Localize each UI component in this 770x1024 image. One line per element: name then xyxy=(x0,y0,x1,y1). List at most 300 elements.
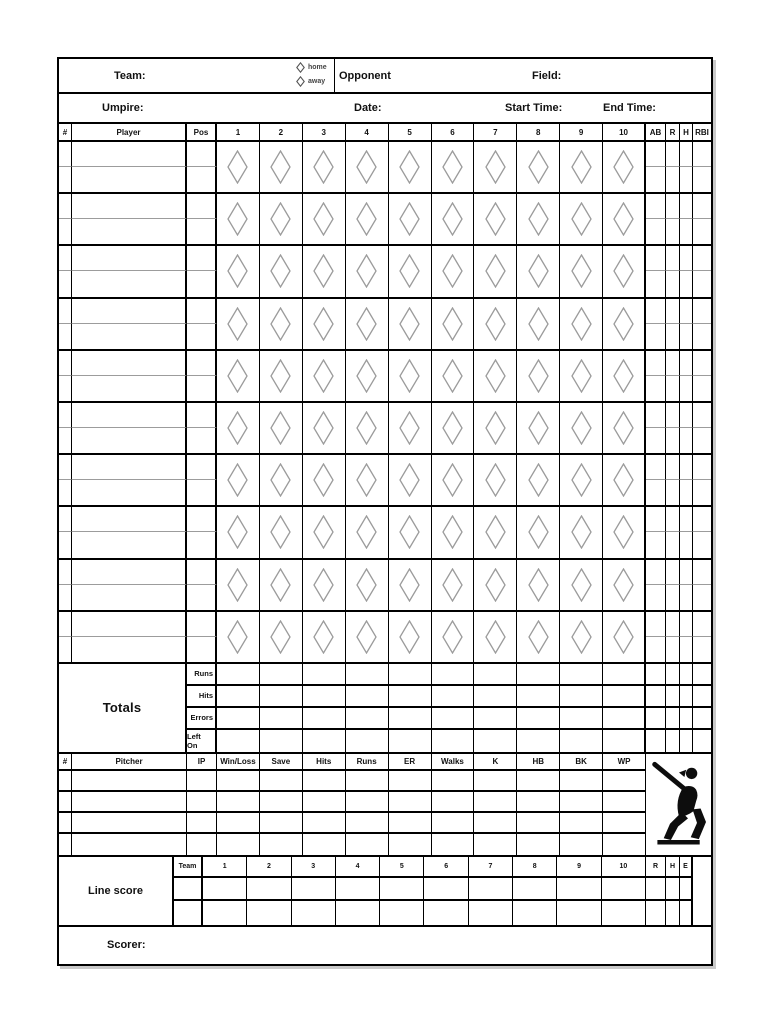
line-score-inning-cell[interactable] xyxy=(336,878,380,902)
pitching-stat-cell[interactable] xyxy=(517,813,560,834)
inning-scoring-cell[interactable] xyxy=(389,455,432,505)
pitching-stat-cell[interactable] xyxy=(517,792,560,813)
pitching-stat-cell[interactable] xyxy=(260,771,303,792)
inning-scoring-cell[interactable] xyxy=(389,351,432,401)
ab-cell[interactable] xyxy=(646,637,666,662)
pitcher-name-cell[interactable] xyxy=(72,834,187,855)
inning-scoring-cell[interactable] xyxy=(389,194,432,244)
r-cell[interactable] xyxy=(666,560,680,585)
totals-inning-cell[interactable] xyxy=(389,686,432,708)
rbi-cell[interactable] xyxy=(693,455,711,480)
totals-inning-cell[interactable] xyxy=(260,686,303,708)
inning-scoring-cell[interactable] xyxy=(260,560,303,610)
totals-rbi-cell[interactable] xyxy=(693,708,711,730)
player-name-cell[interactable] xyxy=(72,507,187,532)
rbi-cell[interactable] xyxy=(693,560,711,585)
ab-cell[interactable] xyxy=(646,271,666,296)
pitching-stat-cell[interactable] xyxy=(217,834,260,855)
inning-scoring-cell[interactable] xyxy=(217,403,260,453)
position-cell[interactable] xyxy=(187,507,217,532)
r-cell[interactable] xyxy=(666,219,680,244)
inning-scoring-cell[interactable] xyxy=(303,351,346,401)
pitching-stat-cell[interactable] xyxy=(603,834,646,855)
totals-inning-cell[interactable] xyxy=(560,730,603,752)
inning-scoring-cell[interactable] xyxy=(217,142,260,192)
line-score-inning-cell[interactable] xyxy=(247,901,291,925)
player-number-cell[interactable] xyxy=(59,480,72,505)
inning-scoring-cell[interactable] xyxy=(432,507,475,557)
inning-scoring-cell[interactable] xyxy=(560,455,603,505)
r-cell[interactable] xyxy=(666,428,680,453)
inning-scoring-cell[interactable] xyxy=(260,455,303,505)
pitching-stat-cell[interactable] xyxy=(432,834,475,855)
line-score-inning-cell[interactable] xyxy=(336,901,380,925)
inning-scoring-cell[interactable] xyxy=(303,455,346,505)
totals-inning-cell[interactable] xyxy=(217,708,260,730)
inning-scoring-cell[interactable] xyxy=(217,560,260,610)
inning-scoring-cell[interactable] xyxy=(474,612,517,662)
inning-scoring-cell[interactable] xyxy=(432,403,475,453)
h-cell[interactable] xyxy=(680,560,693,585)
totals-inning-cell[interactable] xyxy=(432,708,475,730)
player-name-cell[interactable] xyxy=(72,351,187,376)
inning-scoring-cell[interactable] xyxy=(560,403,603,453)
inning-scoring-cell[interactable] xyxy=(517,194,560,244)
player-name-cell[interactable] xyxy=(72,324,187,349)
r-cell[interactable] xyxy=(666,376,680,401)
totals-inning-cell[interactable] xyxy=(346,686,389,708)
totals-inning-cell[interactable] xyxy=(346,664,389,686)
pitching-stat-cell[interactable] xyxy=(603,813,646,834)
inning-scoring-cell[interactable] xyxy=(603,194,646,244)
r-cell[interactable] xyxy=(666,403,680,428)
line-score-e-cell[interactable] xyxy=(680,878,693,902)
inning-scoring-cell[interactable] xyxy=(560,612,603,662)
r-cell[interactable] xyxy=(666,324,680,349)
pitching-stat-cell[interactable] xyxy=(260,792,303,813)
line-score-inning-cell[interactable] xyxy=(469,901,513,925)
player-number-cell[interactable] xyxy=(59,455,72,480)
inning-scoring-cell[interactable] xyxy=(603,612,646,662)
inning-scoring-cell[interactable] xyxy=(474,351,517,401)
position-cell[interactable] xyxy=(187,324,217,349)
totals-h-cell[interactable] xyxy=(680,686,693,708)
player-name-cell[interactable] xyxy=(72,560,187,585)
player-number-cell[interactable] xyxy=(59,351,72,376)
ab-cell[interactable] xyxy=(646,585,666,610)
ab-cell[interactable] xyxy=(646,428,666,453)
totals-inning-cell[interactable] xyxy=(560,686,603,708)
totals-ab-cell[interactable] xyxy=(646,730,666,752)
inning-scoring-cell[interactable] xyxy=(432,194,475,244)
inning-scoring-cell[interactable] xyxy=(346,612,389,662)
ip-cell[interactable] xyxy=(187,771,217,792)
player-name-cell[interactable] xyxy=(72,532,187,557)
r-cell[interactable] xyxy=(666,142,680,167)
position-cell[interactable] xyxy=(187,194,217,219)
inning-scoring-cell[interactable] xyxy=(560,560,603,610)
pitching-stat-cell[interactable] xyxy=(517,834,560,855)
inning-scoring-cell[interactable] xyxy=(432,351,475,401)
rbi-cell[interactable] xyxy=(693,637,711,662)
inning-scoring-cell[interactable] xyxy=(432,612,475,662)
pitcher-number-cell[interactable] xyxy=(59,834,72,855)
totals-inning-cell[interactable] xyxy=(603,686,646,708)
totals-h-cell[interactable] xyxy=(680,730,693,752)
line-score-h-cell[interactable] xyxy=(666,901,680,925)
rbi-cell[interactable] xyxy=(693,480,711,505)
inning-scoring-cell[interactable] xyxy=(474,560,517,610)
inning-scoring-cell[interactable] xyxy=(474,403,517,453)
ab-cell[interactable] xyxy=(646,507,666,532)
line-score-inning-cell[interactable] xyxy=(292,878,336,902)
h-cell[interactable] xyxy=(680,612,693,637)
line-score-inning-cell[interactable] xyxy=(469,878,513,902)
inning-scoring-cell[interactable] xyxy=(260,612,303,662)
player-name-cell[interactable] xyxy=(72,403,187,428)
inning-scoring-cell[interactable] xyxy=(603,246,646,296)
position-cell[interactable] xyxy=(187,428,217,453)
player-number-cell[interactable] xyxy=(59,507,72,532)
position-cell[interactable] xyxy=(187,376,217,401)
inning-scoring-cell[interactable] xyxy=(560,246,603,296)
player-number-cell[interactable] xyxy=(59,560,72,585)
inning-scoring-cell[interactable] xyxy=(346,142,389,192)
inning-scoring-cell[interactable] xyxy=(474,455,517,505)
inning-scoring-cell[interactable] xyxy=(303,299,346,349)
totals-inning-cell[interactable] xyxy=(303,708,346,730)
pitching-stat-cell[interactable] xyxy=(560,792,603,813)
h-cell[interactable] xyxy=(680,324,693,349)
player-name-cell[interactable] xyxy=(72,246,187,271)
inning-scoring-cell[interactable] xyxy=(260,507,303,557)
r-cell[interactable] xyxy=(666,480,680,505)
h-cell[interactable] xyxy=(680,507,693,532)
inning-scoring-cell[interactable] xyxy=(260,194,303,244)
totals-inning-cell[interactable] xyxy=(389,664,432,686)
rbi-cell[interactable] xyxy=(693,299,711,324)
pitching-stat-cell[interactable] xyxy=(474,792,517,813)
pitching-stat-cell[interactable] xyxy=(603,792,646,813)
inning-scoring-cell[interactable] xyxy=(260,246,303,296)
pitching-stat-cell[interactable] xyxy=(474,834,517,855)
inning-scoring-cell[interactable] xyxy=(432,299,475,349)
inning-scoring-cell[interactable] xyxy=(603,560,646,610)
totals-ab-cell[interactable] xyxy=(646,686,666,708)
inning-scoring-cell[interactable] xyxy=(217,507,260,557)
pitching-stat-cell[interactable] xyxy=(389,813,432,834)
inning-scoring-cell[interactable] xyxy=(474,194,517,244)
ab-cell[interactable] xyxy=(646,351,666,376)
line-score-inning-cell[interactable] xyxy=(380,901,424,925)
pitching-stat-cell[interactable] xyxy=(303,771,346,792)
totals-inning-cell[interactable] xyxy=(303,686,346,708)
h-cell[interactable] xyxy=(680,403,693,428)
line-score-inning-cell[interactable] xyxy=(424,878,468,902)
player-number-cell[interactable] xyxy=(59,324,72,349)
player-number-cell[interactable] xyxy=(59,142,72,167)
line-score-r-cell[interactable] xyxy=(646,878,666,902)
pitching-stat-cell[interactable] xyxy=(560,813,603,834)
h-cell[interactable] xyxy=(680,219,693,244)
player-number-cell[interactable] xyxy=(59,428,72,453)
player-name-cell[interactable] xyxy=(72,271,187,296)
ip-cell[interactable] xyxy=(187,813,217,834)
rbi-cell[interactable] xyxy=(693,507,711,532)
rbi-cell[interactable] xyxy=(693,532,711,557)
inning-scoring-cell[interactable] xyxy=(346,403,389,453)
totals-ab-cell[interactable] xyxy=(646,708,666,730)
pitching-stat-cell[interactable] xyxy=(346,771,389,792)
totals-rbi-cell[interactable] xyxy=(693,664,711,686)
pitching-stat-cell[interactable] xyxy=(474,771,517,792)
line-score-inning-cell[interactable] xyxy=(247,878,291,902)
inning-scoring-cell[interactable] xyxy=(603,507,646,557)
player-name-cell[interactable] xyxy=(72,376,187,401)
ab-cell[interactable] xyxy=(646,299,666,324)
inning-scoring-cell[interactable] xyxy=(560,142,603,192)
inning-scoring-cell[interactable] xyxy=(432,560,475,610)
totals-rbi-cell[interactable] xyxy=(693,730,711,752)
inning-scoring-cell[interactable] xyxy=(474,142,517,192)
pitching-stat-cell[interactable] xyxy=(474,813,517,834)
inning-scoring-cell[interactable] xyxy=(389,403,432,453)
ab-cell[interactable] xyxy=(646,480,666,505)
player-number-cell[interactable] xyxy=(59,194,72,219)
totals-h-cell[interactable] xyxy=(680,708,693,730)
pitching-stat-cell[interactable] xyxy=(303,792,346,813)
player-name-cell[interactable] xyxy=(72,219,187,244)
player-number-cell[interactable] xyxy=(59,271,72,296)
totals-inning-cell[interactable] xyxy=(389,708,432,730)
ab-cell[interactable] xyxy=(646,246,666,271)
inning-scoring-cell[interactable] xyxy=(260,142,303,192)
pitching-stat-cell[interactable] xyxy=(303,813,346,834)
totals-inning-cell[interactable] xyxy=(517,708,560,730)
inning-scoring-cell[interactable] xyxy=(260,299,303,349)
totals-r-cell[interactable] xyxy=(666,686,680,708)
inning-scoring-cell[interactable] xyxy=(603,403,646,453)
h-cell[interactable] xyxy=(680,246,693,271)
inning-scoring-cell[interactable] xyxy=(346,351,389,401)
pitching-stat-cell[interactable] xyxy=(603,771,646,792)
totals-inning-cell[interactable] xyxy=(217,664,260,686)
inning-scoring-cell[interactable] xyxy=(389,299,432,349)
inning-scoring-cell[interactable] xyxy=(517,351,560,401)
player-name-cell[interactable] xyxy=(72,612,187,637)
rbi-cell[interactable] xyxy=(693,142,711,167)
pitcher-number-cell[interactable] xyxy=(59,792,72,813)
pitching-stat-cell[interactable] xyxy=(217,792,260,813)
pitching-stat-cell[interactable] xyxy=(217,813,260,834)
inning-scoring-cell[interactable] xyxy=(389,560,432,610)
line-score-inning-cell[interactable] xyxy=(602,901,646,925)
ab-cell[interactable] xyxy=(646,142,666,167)
line-score-inning-cell[interactable] xyxy=(513,878,557,902)
line-score-inning-cell[interactable] xyxy=(424,901,468,925)
inning-scoring-cell[interactable] xyxy=(346,299,389,349)
inning-scoring-cell[interactable] xyxy=(474,299,517,349)
totals-inning-cell[interactable] xyxy=(603,664,646,686)
pitching-stat-cell[interactable] xyxy=(389,771,432,792)
inning-scoring-cell[interactable] xyxy=(517,455,560,505)
position-cell[interactable] xyxy=(187,560,217,585)
totals-r-cell[interactable] xyxy=(666,730,680,752)
player-name-cell[interactable] xyxy=(72,299,187,324)
inning-scoring-cell[interactable] xyxy=(474,507,517,557)
inning-scoring-cell[interactable] xyxy=(560,351,603,401)
position-cell[interactable] xyxy=(187,455,217,480)
totals-inning-cell[interactable] xyxy=(517,686,560,708)
inning-scoring-cell[interactable] xyxy=(303,403,346,453)
player-name-cell[interactable] xyxy=(72,167,187,192)
player-number-cell[interactable] xyxy=(59,612,72,637)
r-cell[interactable] xyxy=(666,351,680,376)
inning-scoring-cell[interactable] xyxy=(432,455,475,505)
rbi-cell[interactable] xyxy=(693,271,711,296)
h-cell[interactable] xyxy=(680,194,693,219)
player-name-cell[interactable] xyxy=(72,142,187,167)
inning-scoring-cell[interactable] xyxy=(217,455,260,505)
totals-inning-cell[interactable] xyxy=(474,730,517,752)
r-cell[interactable] xyxy=(666,455,680,480)
r-cell[interactable] xyxy=(666,612,680,637)
player-number-cell[interactable] xyxy=(59,376,72,401)
totals-inning-cell[interactable] xyxy=(260,730,303,752)
player-number-cell[interactable] xyxy=(59,532,72,557)
h-cell[interactable] xyxy=(680,428,693,453)
totals-inning-cell[interactable] xyxy=(389,730,432,752)
inning-scoring-cell[interactable] xyxy=(217,612,260,662)
totals-ab-cell[interactable] xyxy=(646,664,666,686)
ab-cell[interactable] xyxy=(646,194,666,219)
line-score-r-cell[interactable] xyxy=(646,901,666,925)
inning-scoring-cell[interactable] xyxy=(260,351,303,401)
pitching-stat-cell[interactable] xyxy=(560,771,603,792)
h-cell[interactable] xyxy=(680,299,693,324)
ab-cell[interactable] xyxy=(646,455,666,480)
inning-scoring-cell[interactable] xyxy=(303,246,346,296)
rbi-cell[interactable] xyxy=(693,219,711,244)
totals-inning-cell[interactable] xyxy=(474,664,517,686)
pitcher-number-cell[interactable] xyxy=(59,813,72,834)
player-name-cell[interactable] xyxy=(72,480,187,505)
pitching-stat-cell[interactable] xyxy=(217,771,260,792)
totals-inning-cell[interactable] xyxy=(217,686,260,708)
inning-scoring-cell[interactable] xyxy=(346,560,389,610)
rbi-cell[interactable] xyxy=(693,246,711,271)
pitcher-name-cell[interactable] xyxy=(72,813,187,834)
inning-scoring-cell[interactable] xyxy=(603,455,646,505)
player-number-cell[interactable] xyxy=(59,637,72,662)
inning-scoring-cell[interactable] xyxy=(303,194,346,244)
totals-inning-cell[interactable] xyxy=(432,664,475,686)
totals-inning-cell[interactable] xyxy=(260,664,303,686)
pitching-stat-cell[interactable] xyxy=(346,792,389,813)
totals-inning-cell[interactable] xyxy=(474,686,517,708)
rbi-cell[interactable] xyxy=(693,324,711,349)
player-name-cell[interactable] xyxy=(72,637,187,662)
line-score-inning-cell[interactable] xyxy=(602,878,646,902)
totals-inning-cell[interactable] xyxy=(560,664,603,686)
ip-cell[interactable] xyxy=(187,792,217,813)
totals-inning-cell[interactable] xyxy=(560,708,603,730)
inning-scoring-cell[interactable] xyxy=(517,560,560,610)
ab-cell[interactable] xyxy=(646,560,666,585)
position-cell[interactable] xyxy=(187,167,217,192)
pitcher-number-cell[interactable] xyxy=(59,771,72,792)
inning-scoring-cell[interactable] xyxy=(217,194,260,244)
rbi-cell[interactable] xyxy=(693,585,711,610)
line-score-e-cell[interactable] xyxy=(680,901,693,925)
totals-inning-cell[interactable] xyxy=(303,730,346,752)
r-cell[interactable] xyxy=(666,299,680,324)
line-score-inning-cell[interactable] xyxy=(203,901,247,925)
inning-scoring-cell[interactable] xyxy=(346,507,389,557)
pitcher-name-cell[interactable] xyxy=(72,792,187,813)
ab-cell[interactable] xyxy=(646,167,666,192)
totals-inning-cell[interactable] xyxy=(517,664,560,686)
rbi-cell[interactable] xyxy=(693,167,711,192)
line-score-inning-cell[interactable] xyxy=(203,878,247,902)
ab-cell[interactable] xyxy=(646,612,666,637)
ab-cell[interactable] xyxy=(646,376,666,401)
totals-inning-cell[interactable] xyxy=(346,708,389,730)
totals-inning-cell[interactable] xyxy=(303,664,346,686)
pitching-stat-cell[interactable] xyxy=(517,771,560,792)
inning-scoring-cell[interactable] xyxy=(260,403,303,453)
r-cell[interactable] xyxy=(666,271,680,296)
h-cell[interactable] xyxy=(680,585,693,610)
inning-scoring-cell[interactable] xyxy=(517,612,560,662)
inning-scoring-cell[interactable] xyxy=(517,142,560,192)
pitching-stat-cell[interactable] xyxy=(260,813,303,834)
line-score-inning-cell[interactable] xyxy=(380,878,424,902)
totals-inning-cell[interactable] xyxy=(432,730,475,752)
pitcher-name-cell[interactable] xyxy=(72,771,187,792)
pitching-stat-cell[interactable] xyxy=(560,834,603,855)
r-cell[interactable] xyxy=(666,532,680,557)
rbi-cell[interactable] xyxy=(693,403,711,428)
ab-cell[interactable] xyxy=(646,219,666,244)
player-name-cell[interactable] xyxy=(72,585,187,610)
totals-inning-cell[interactable] xyxy=(346,730,389,752)
h-cell[interactable] xyxy=(680,142,693,167)
player-name-cell[interactable] xyxy=(72,194,187,219)
ab-cell[interactable] xyxy=(646,403,666,428)
totals-h-cell[interactable] xyxy=(680,664,693,686)
player-name-cell[interactable] xyxy=(72,428,187,453)
pitching-stat-cell[interactable] xyxy=(389,792,432,813)
inning-scoring-cell[interactable] xyxy=(474,246,517,296)
inning-scoring-cell[interactable] xyxy=(389,612,432,662)
pitching-stat-cell[interactable] xyxy=(389,834,432,855)
h-cell[interactable] xyxy=(680,532,693,557)
player-number-cell[interactable] xyxy=(59,585,72,610)
inning-scoring-cell[interactable] xyxy=(303,507,346,557)
rbi-cell[interactable] xyxy=(693,351,711,376)
r-cell[interactable] xyxy=(666,637,680,662)
r-cell[interactable] xyxy=(666,246,680,271)
pitching-stat-cell[interactable] xyxy=(432,792,475,813)
inning-scoring-cell[interactable] xyxy=(560,299,603,349)
inning-scoring-cell[interactable] xyxy=(303,560,346,610)
totals-rbi-cell[interactable] xyxy=(693,686,711,708)
inning-scoring-cell[interactable] xyxy=(560,507,603,557)
inning-scoring-cell[interactable] xyxy=(560,194,603,244)
player-name-cell[interactable] xyxy=(72,455,187,480)
pitching-stat-cell[interactable] xyxy=(346,813,389,834)
